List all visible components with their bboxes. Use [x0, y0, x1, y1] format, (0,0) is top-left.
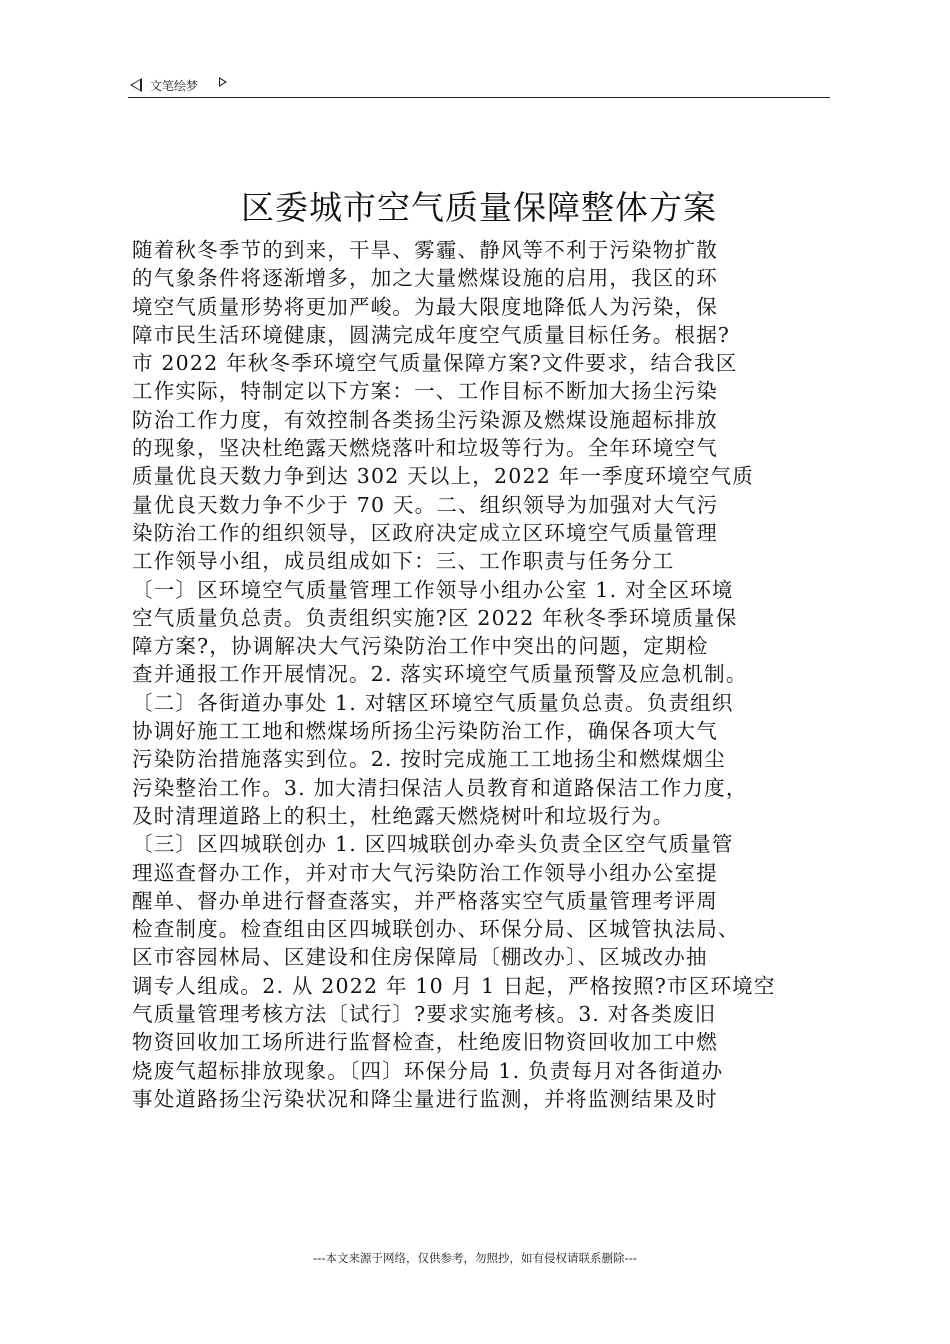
body-line: 工作领导小组，成员组成如下：三、工作职责与任务分工: [132, 549, 675, 574]
body-line: 的气象条件将逐渐增多，加之大量燃煤设施的启用，我区的环: [132, 266, 718, 291]
body-line: 〔一〕区环境空气质量管理工作领导小组办公室 1. 对全区环境: [132, 577, 734, 602]
body-line: 查并通报工作开展情况。2. 落实环境空气质量预警及应急机制。: [132, 662, 748, 687]
body-line: 事处道路扬尘污染状况和降尘量进行监测，并将监测结果及时: [132, 1086, 718, 1111]
body-line: 协调好施工工地和燃煤场所扬尘污染防治工作，确保各项大气: [132, 719, 718, 744]
triangle-left-icon: [130, 78, 142, 92]
body-line: 醒单、督办单进行督查落实，并严格落实空气质量管理考评周: [132, 888, 718, 913]
body-line: 及时清理道路上的积土，杜绝露天燃烧树叶和垃圾行为。: [132, 803, 675, 828]
header-divider: [128, 97, 830, 98]
body-line: 气质量管理考核方法〔试行〕?要求实施考核。3. 对各类废旧: [132, 1002, 717, 1027]
triangle-right-icon: [219, 77, 227, 87]
body-line: 区市容园林局、区建设和住房保障局〔棚改办〕、区城改办抽: [132, 945, 708, 970]
body-line: 物资回收加工场所进行监督检查，杜绝废旧物资回收加工中燃: [132, 1030, 718, 1055]
body-line: 理巡查督办工作，并对市大气污染防治工作领导小组办公室提: [132, 860, 718, 885]
body-line: 污染整治工作。3. 加大清扫保洁人员教育和道路保洁工作力度，: [132, 775, 748, 800]
body-line: 防治工作力度，有效控制各类扬尘污染源及燃煤设施超标排放: [132, 407, 718, 432]
page-header: [128, 74, 830, 98]
body-line: 随着秋冬季节的到来，干旱、雾霾、静风等不利于污染物扩散: [132, 238, 718, 262]
body-line: 〔二〕各街道办事处 1. 对辖区环境空气质量负总责。负责组织: [132, 690, 734, 715]
body-line: 工作实际，特制定以下方案：一、工作目标不断加大扬尘污染: [132, 379, 718, 404]
body-line: 量优良天数力争不少于 70 天。二、组织领导为加强对大气污: [132, 492, 719, 517]
body-line: 的现象，坚决杜绝露天燃烧落叶和垃圾等行为。全年环境空气: [132, 436, 718, 461]
document-title: 区委城市空气质量保障整体方案: [241, 188, 717, 227]
body-line: 境空气质量形势将更加严峻。为最大限度地降低人为污染，保: [132, 294, 718, 319]
document-body: [132, 236, 844, 1113]
body-line: 检查制度。检查组由区四城联创办、环保分局、区城管执法局、: [132, 917, 740, 942]
body-line: 质量优良天数力争到达 302 天以上，2022 年一季度环境空气质: [132, 464, 754, 489]
body-line: 烧废气超标排放现象。〔四〕环保分局 1. 负责每月对各街道办: [132, 1058, 724, 1083]
body-line: 障方案?，协调解决大气污染防治工作中突出的问题，定期检: [132, 634, 709, 659]
body-line: 污染防治措施落实到位。2. 按时完成施工工地扬尘和燃煤烟尘: [132, 747, 726, 772]
body-line: 染防治工作的组织领导，区政府决定成立区环境空气质量管理: [132, 520, 718, 545]
body-line: 〔三〕区四城联创办 1. 区四城联创办牵头负责全区空气质量管: [132, 832, 734, 857]
body-line: 障市民生活环境健康，圆满完成年度空气质量目标任务。根据?: [132, 322, 731, 347]
body-line: 调专人组成。2. 从 2022 年 10 月 1 日起，严格按照?市区环境空: [132, 973, 776, 998]
header-brand: 文笔绘梦: [150, 79, 199, 93]
footer-notice: ---本文来源于网络，仅供参考，勿照抄，如有侵权请联系删除---: [313, 1251, 637, 1265]
body-line: 空气质量负总责。负责组织实施?区 2022 年秋冬季环境质量保: [132, 605, 738, 630]
body-line: 市 2022 年秋冬季环境空气质量保障方案?文件要求，结合我区: [132, 351, 738, 376]
